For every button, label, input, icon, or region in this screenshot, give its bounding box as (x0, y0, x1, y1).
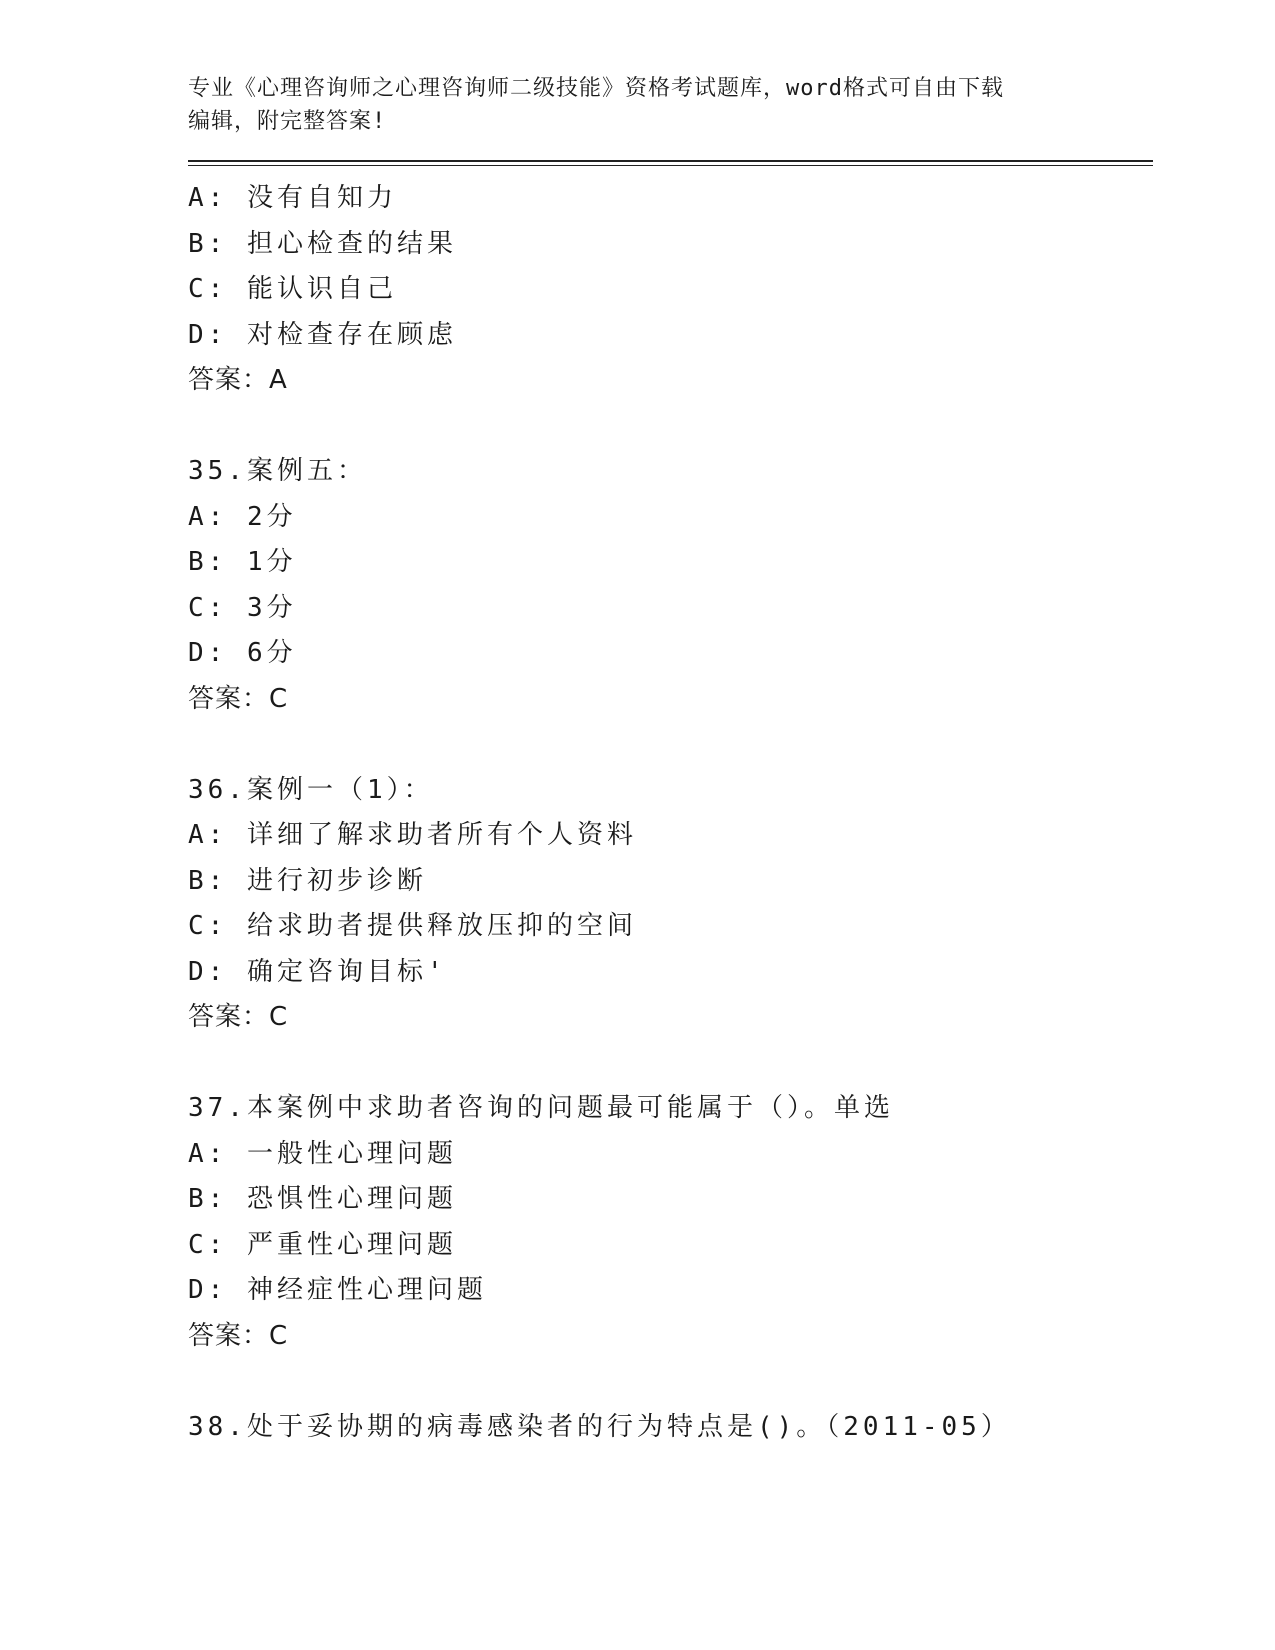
option-a: A: 2分 (188, 501, 297, 532)
question-38-block (188, 1405, 1148, 1451)
option-b: B: 进行初步诊断 (188, 865, 427, 896)
option-c: C: 给求助者提供释放压抑的空间 (188, 911, 637, 941)
answer-label: 答案：C (188, 1002, 289, 1032)
option-c: C: 严重性心理问题 (188, 1229, 457, 1260)
question-36-block (188, 768, 1148, 1041)
document-header (188, 72, 1088, 138)
answer-label: 答案：C (188, 683, 289, 714)
option-b: B: 1分 (188, 547, 297, 577)
question-text: 35.案例五： (188, 456, 367, 486)
answer-label: 答案：A (188, 365, 288, 395)
option-d: D: 6分 (188, 638, 297, 668)
question-34-block (188, 176, 1148, 404)
option-a: A: 一般性心理问题 (188, 1138, 457, 1169)
question-text: 36.案例一（1）： (188, 774, 434, 805)
option-b: B: 恐惧性心理问题 (188, 1184, 457, 1214)
question-list (188, 176, 1148, 1450)
option-d: D: 确定咨询目标' (188, 956, 447, 987)
option-b: B: 担心检查的结果 (188, 228, 457, 259)
option-c: C: 能认识自己 (188, 274, 397, 304)
header-divider (188, 160, 1153, 166)
option-a: A: 详细了解求助者所有个人资料 (188, 820, 637, 850)
header-line-1: 专业《心理咨询师之心理咨询师二级技能》资格考试题库，word格式可自由下载 (188, 76, 1004, 101)
question-37-block (188, 1086, 1148, 1359)
question-text: 38.处于妥协期的病毒感染者的行为特点是()。（2011-05） (188, 1411, 1011, 1442)
document-page (188, 72, 1148, 1450)
option-d: D: 神经症性心理问题 (188, 1275, 487, 1305)
question-35-block (188, 449, 1148, 722)
option-d: D: 对检查存在顾虑 (188, 319, 457, 350)
question-text: 37.本案例中求助者咨询的问题最可能属于（）。单选 (188, 1093, 894, 1123)
option-c: C: 3分 (188, 592, 297, 623)
header-line-2: 编辑，附完整答案! (188, 109, 387, 134)
option-a: A: 没有自知力 (188, 183, 397, 213)
answer-label: 答案：C (188, 1320, 289, 1351)
